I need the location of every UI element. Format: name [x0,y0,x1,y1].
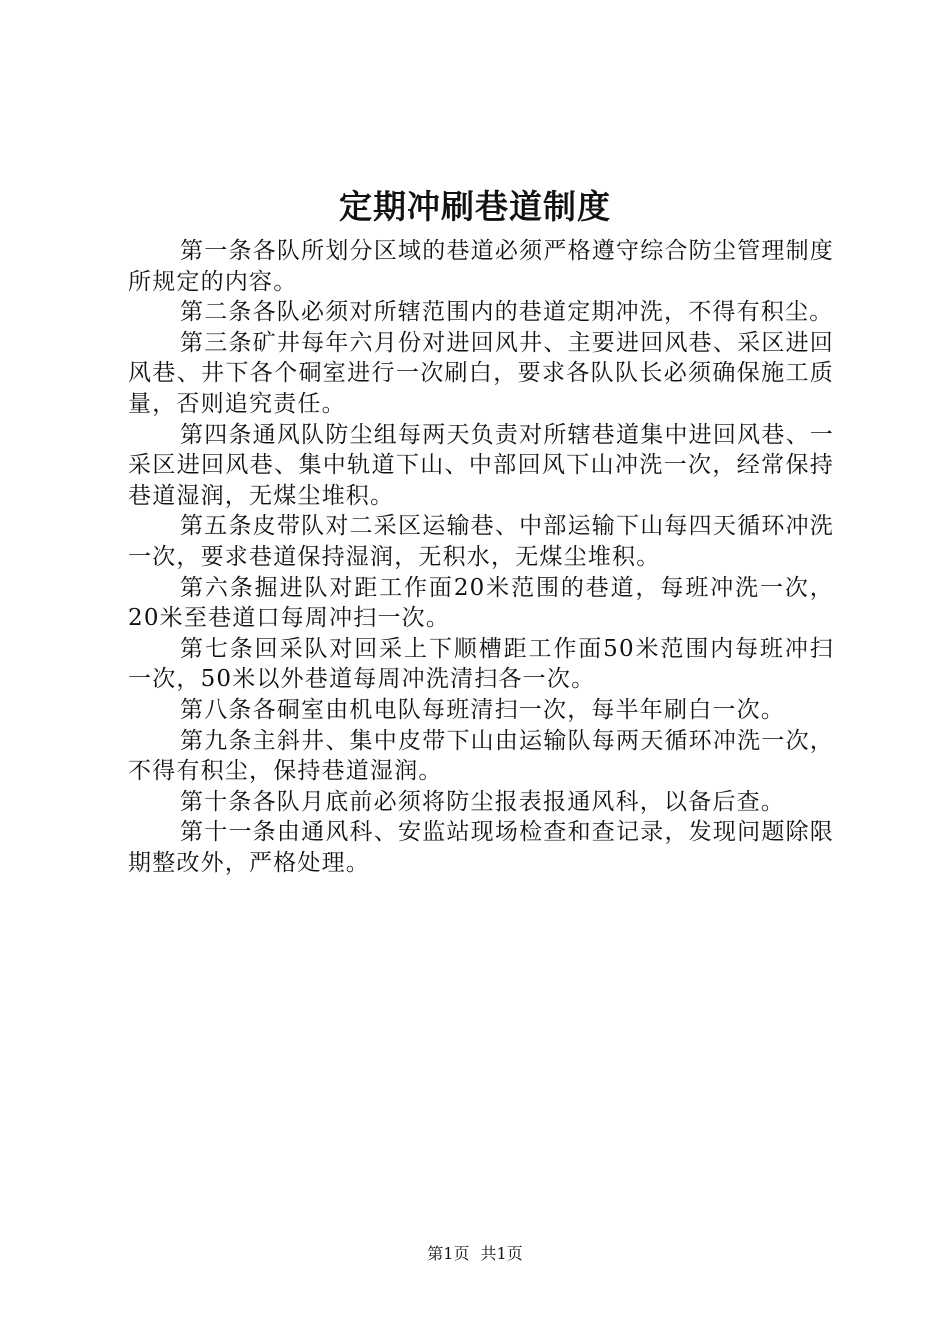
document-body [128,236,834,878]
article-1: 第一条各队所划分区域的巷道必须严格遵守综合防尘管理制度所规定的内容。 [128,238,834,295]
article-4: 第四条通风队防尘组每两天负责对所辖巷道集中进回风巷、一采区进回风巷、集中轨道下山、中部回风下山冲洗一次，经常保持巷道湿润，无煤尘堆积。 [128,421,834,509]
article-3: 第三条矿井每年六月份对进回风井、主要进回风巷、采区进回风巷、井下各个硐室进行一次刷白，要求各队队长必须确保施工质量，否则追究责任。 [128,329,834,417]
page-number-total: 共1页 [480,1244,523,1263]
article-5: 第五条皮带队对二采区运输巷、中部运输下山每四天循环冲洗一次，要求巷道保持湿润，无积水，无煤尘堆积。 [128,513,834,570]
article-9: 第九条主斜井、集中皮带下山由运输队每两天循环冲洗一次，不得有积尘，保持巷道湿润。 [128,727,834,785]
article-6: 第六条掘进队对距工作面20米范围的巷道，每班冲洗一次，20米至巷道口每周冲扫一次。 [128,574,834,632]
article-11: 第十一条由通风科、安监站现场检查和查记录，发现问题除限期整改外，严格处理。 [128,819,834,876]
page-number-current: 第1页 [427,1244,470,1263]
article-2: 第二条各队必须对所辖范围内的巷道定期冲洗，不得有积尘。 [180,299,834,326]
article-7: 第七条回采队对回采上下顺槽距工作面50米范围内每班冲扫一次，50米以外巷道每周冲洗清扫各一次。 [128,635,834,693]
page-footer [0,1243,950,1265]
document-title: 定期冲刷巷道制度 [339,187,611,226]
article-10: 第十条各队月底前必须将防尘报表报通风科，以备后查。 [180,788,785,815]
article-8: 第八条各硐室由机电队每班清扫一次，每半年刷白一次。 [180,696,785,723]
